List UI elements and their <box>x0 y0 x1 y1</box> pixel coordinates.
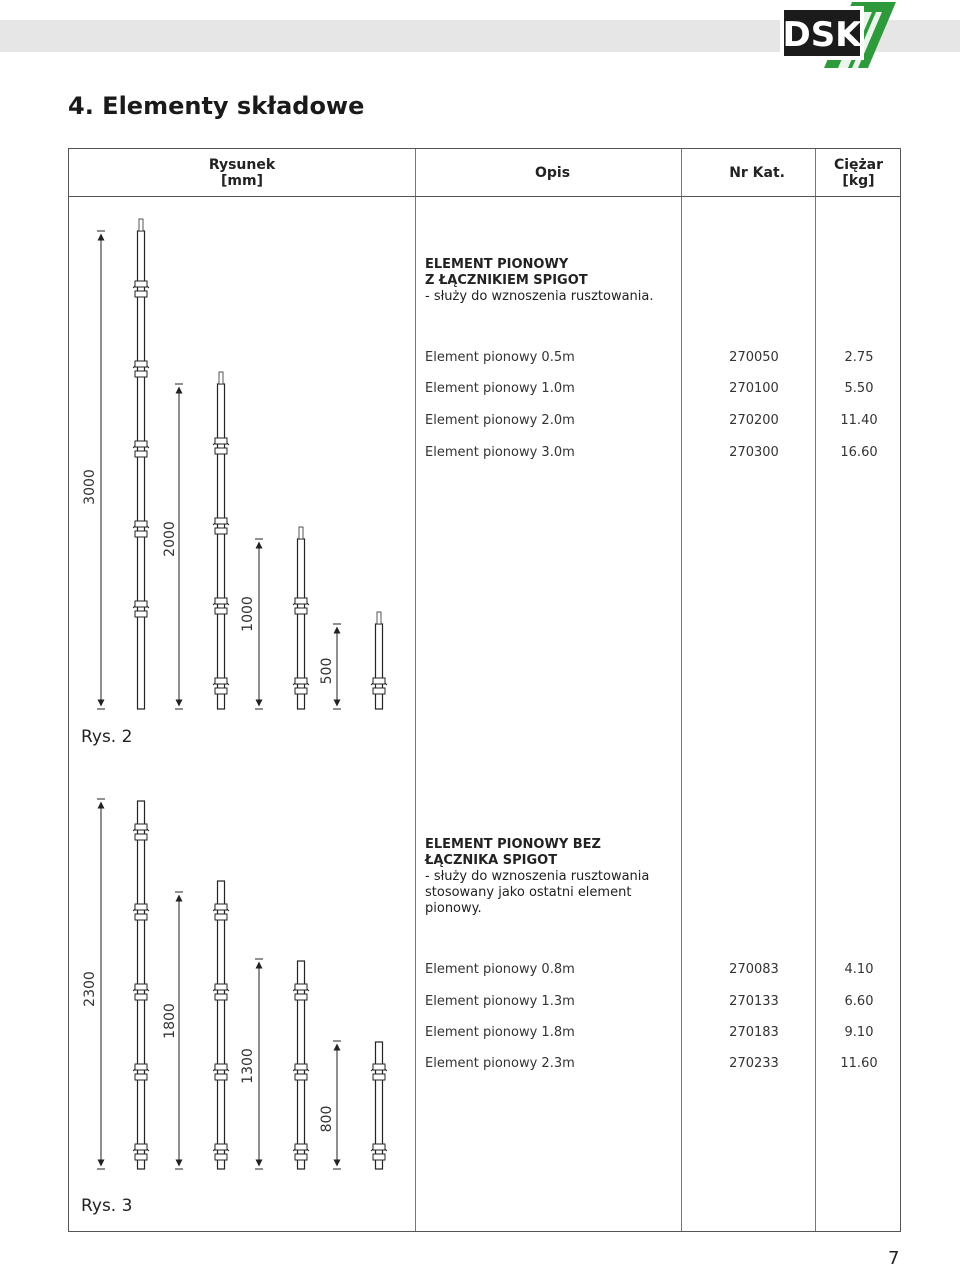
standard-tube <box>218 881 225 1169</box>
dimension-label: 2300 <box>82 971 98 1007</box>
header-description: Opis <box>535 164 571 181</box>
technical-drawings <box>69 149 415 1233</box>
section-title: 4. Elementy składowe <box>68 92 365 120</box>
group2-description <box>425 837 685 917</box>
logo-text: DSK <box>782 15 862 55</box>
dimension-label: 2000 <box>162 521 178 557</box>
group2-note: - służy do wznoszenia rusztowania <box>425 869 650 884</box>
header-weight: Ciężar [kg] <box>833 156 884 189</box>
item-name: Element pionowy 0.5m <box>425 350 575 365</box>
figure-rys-3 <box>97 799 387 1169</box>
dsk-logo <box>778 0 896 68</box>
header-catalog: Nr Kat. <box>729 164 785 181</box>
item-name: Element pionowy 0.8m <box>425 962 575 977</box>
spigot-connector <box>219 372 223 384</box>
group2-note: stosowany jako ostatni element <box>425 885 632 900</box>
item-name: Element pionowy 1.8m <box>425 1025 575 1040</box>
spigot-connector <box>139 219 143 231</box>
item-weight: 2.75 <box>844 350 874 365</box>
item-name: Element pionowy 1.0m <box>425 381 575 396</box>
item-name: Element pionowy 3.0m <box>425 445 575 460</box>
item-weight: 5.50 <box>844 381 874 396</box>
standard-tube <box>138 231 145 709</box>
item-weight: 11.60 <box>840 1056 878 1071</box>
item-name: Element pionowy 2.0m <box>425 413 575 428</box>
group1-title-line: ELEMENT PIONOWY <box>425 257 569 272</box>
item-weight: 9.10 <box>844 1025 874 1040</box>
group2-title-line: ELEMENT PIONOWY BEZ <box>425 837 601 852</box>
dimension-label: 1000 <box>240 596 256 632</box>
figure-label-rys-3: Rys. 3 <box>81 1196 133 1216</box>
standard-tube <box>376 624 383 709</box>
spigot-connector <box>299 527 303 539</box>
dimension-label: 800 <box>319 1105 335 1133</box>
item-catalog: 270233 <box>729 1056 779 1071</box>
dimension-label: 500 <box>319 657 335 685</box>
item-weight: 16.60 <box>840 445 878 460</box>
item-catalog: 270100 <box>729 381 779 396</box>
standard-tube <box>218 384 225 709</box>
item-weight: 6.60 <box>844 994 874 1009</box>
group2-title-line: ŁĄCZNIKA SPIGOT <box>425 853 558 868</box>
dimension-label: 1300 <box>240 1048 256 1084</box>
item-catalog: 270183 <box>729 1025 779 1040</box>
item-name: Element pionowy 2.3m <box>425 1056 575 1071</box>
item-catalog: 270300 <box>729 445 779 460</box>
dimension-label: 1800 <box>162 1003 178 1039</box>
spigot-connector <box>377 612 381 624</box>
item-weight: 4.10 <box>844 962 874 977</box>
catalog-table <box>68 148 901 1232</box>
group1-note: - służy do wznoszenia rusztowania. <box>425 289 654 304</box>
figure-label-rys-2: Rys. 2 <box>81 727 133 747</box>
item-name: Element pionowy 1.3m <box>425 994 575 1009</box>
figure-rys-2 <box>97 219 387 709</box>
item-catalog: 270050 <box>729 350 779 365</box>
group1-title-line: Z ŁĄCZNIKIEM SPIGOT <box>425 273 588 288</box>
item-catalog: 270200 <box>729 413 779 428</box>
item-catalog: 270133 <box>729 994 779 1009</box>
page-number: 7 <box>888 1248 900 1269</box>
item-catalog: 270083 <box>729 962 779 977</box>
header-drawing: Rysunek [mm] <box>208 156 276 189</box>
group2-note: pionowy. <box>425 901 482 916</box>
group1-description <box>425 257 685 305</box>
dimension-label: 3000 <box>82 469 98 505</box>
item-weight: 11.40 <box>840 413 878 428</box>
